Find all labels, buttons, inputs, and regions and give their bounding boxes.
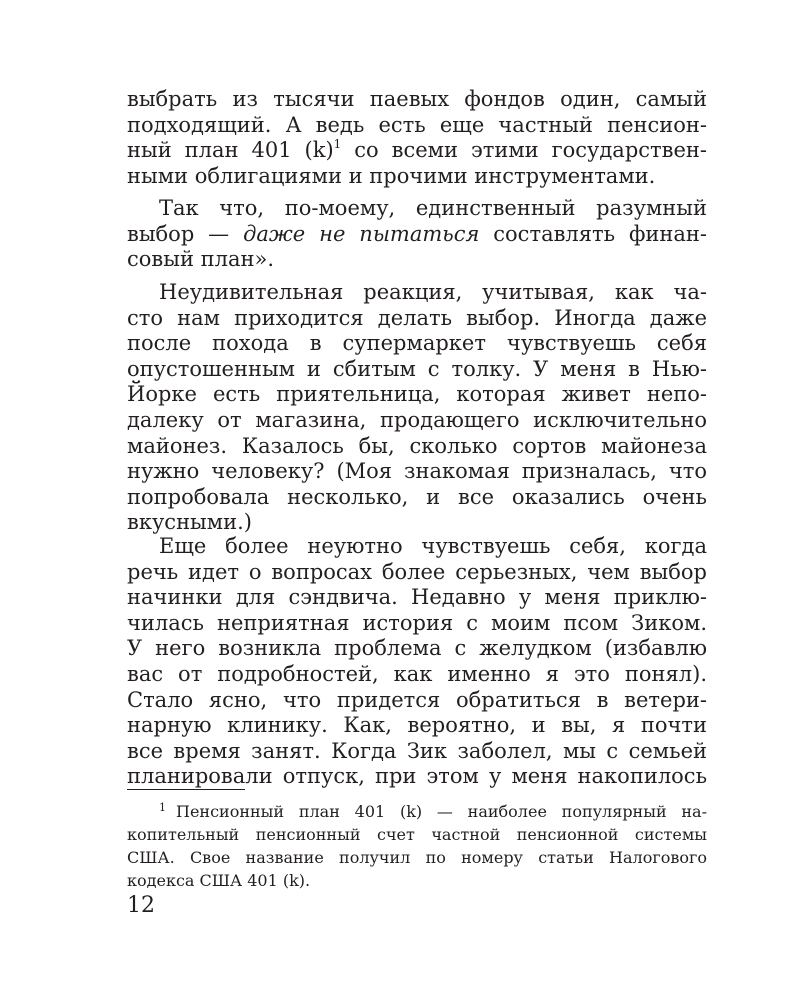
text-line: нужно человеку? (Моя знакомая призналась, что bbox=[127, 459, 707, 484]
paragraph-1 bbox=[127, 87, 707, 189]
footnote-mark: 1 bbox=[159, 801, 166, 814]
text-line: майонез. Казалось бы, сколько сортов майонеза bbox=[127, 433, 707, 458]
text-fragment: ный план 401 (k) bbox=[127, 138, 334, 163]
text-line bbox=[127, 222, 707, 248]
footnote-line bbox=[127, 800, 707, 823]
footnote-line: США. Свое название получил по номеру статьи Налогового bbox=[127, 848, 707, 867]
text-line: Йорке есть приятельница, которая живет непо- bbox=[127, 382, 707, 407]
footnote-reference: 1 bbox=[333, 137, 342, 152]
text-fragment: со всеми этими государствен- bbox=[341, 138, 707, 163]
text-line: попробовала несколько, и все оказались очень bbox=[127, 484, 707, 509]
text-line: начинки для сэндвича. Недавно у меня приклю- bbox=[127, 585, 707, 610]
footnote bbox=[127, 800, 707, 892]
text-line: подходящий. А ведь есть еще частный пенсион- bbox=[127, 112, 707, 137]
text-line: опустошенным и сбитым с толку. У меня в Нью- bbox=[127, 356, 707, 381]
text-line: планировали отпуск, при этом у меня накопилось bbox=[127, 764, 707, 789]
text-line: вас от подробностей, как именно я это понял). bbox=[127, 661, 707, 686]
paragraph-2 bbox=[127, 196, 707, 273]
text-line: Неудивительная реакция, учитывая, как ча- bbox=[159, 280, 707, 304]
text-line: далеку от магазина, продающего исключительно bbox=[127, 407, 707, 432]
text-fragment: выбор — bbox=[127, 221, 244, 246]
paragraph-4 bbox=[127, 534, 707, 790]
text-line: речь идет о вопросах более серьезных, чем выбор bbox=[127, 559, 707, 584]
text-line: У него возникла проблема с желудком (избавлю bbox=[127, 636, 707, 661]
footnote-separator bbox=[127, 789, 245, 790]
text-line bbox=[127, 138, 707, 164]
text-line: Еще более неуютно чувствуешь себя, когда bbox=[159, 534, 707, 558]
text-line: совый план». bbox=[127, 247, 274, 272]
italic-emphasis: даже не пытаться bbox=[243, 221, 480, 246]
text-fragment: Пенсионный план 401 (k) — наиболее популярный на- bbox=[176, 802, 707, 821]
text-line: вкусными.) bbox=[127, 510, 252, 535]
text-line: Стало ясно, что придется обратиться в ветери- bbox=[127, 687, 707, 712]
text-line: все время занят. Когда Зик заболел, мы с семьей bbox=[127, 738, 707, 763]
paragraph-3 bbox=[127, 280, 707, 536]
text-line: чилась неприятная история с моим псом Зиком. bbox=[127, 610, 707, 635]
text-line: ными облигациями и прочими инструментами. bbox=[127, 163, 656, 188]
text-fragment: составлять финан- bbox=[479, 221, 707, 246]
text-line: после похода в супермаркет чувствуешь себя bbox=[127, 331, 707, 356]
footnote-line: копительный пенсионный счет частной пенсионной системы bbox=[127, 825, 707, 844]
page-number: 12 bbox=[127, 893, 155, 918]
footnote-line: кодекса США 401 (k). bbox=[127, 871, 311, 890]
text-line: выбрать из тысячи паевых фондов один, самый bbox=[127, 87, 707, 111]
text-line: сто нам приходится делать выбор. Иногда даже bbox=[127, 305, 707, 330]
text-line: Так что, по-моему, единственный разумный bbox=[159, 196, 707, 220]
text-line: нарную клинику. Как, вероятно, и вы, я почти bbox=[127, 713, 707, 738]
